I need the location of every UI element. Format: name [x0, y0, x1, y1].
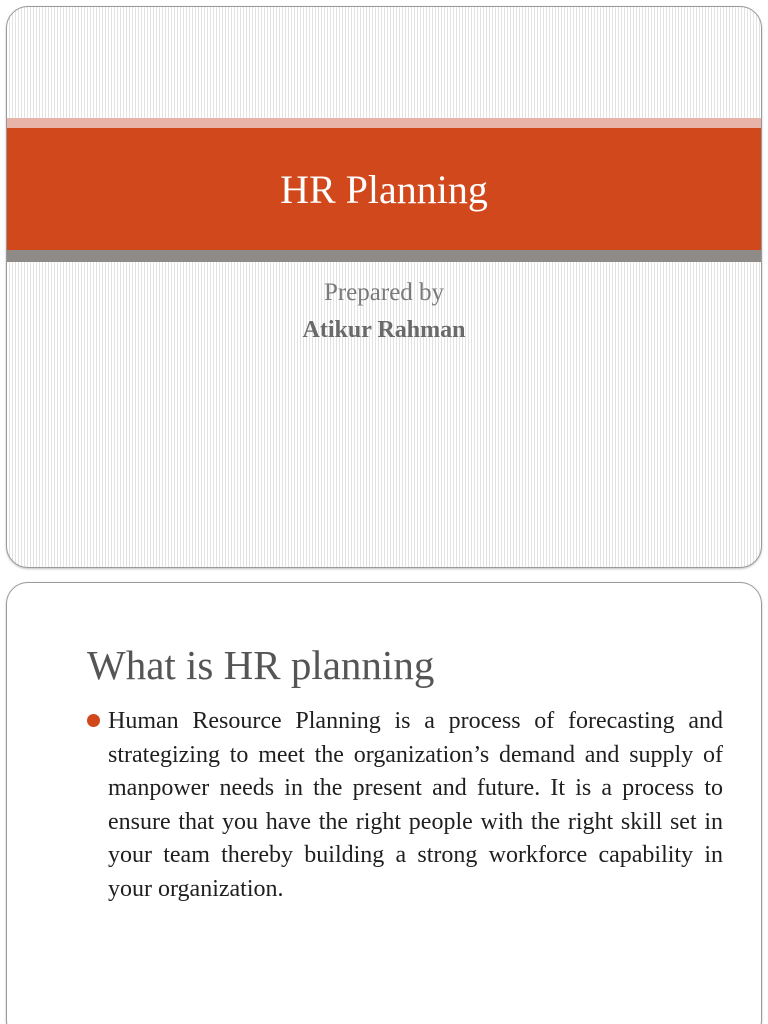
subtitle-block: [7, 277, 761, 345]
prepared-by-label: Prepared by: [323, 279, 445, 306]
title-band: [7, 128, 761, 250]
slide-heading: What is HR planning: [87, 642, 435, 688]
bullet-text: Human Resource Planning is a process of forecasting and strategizing to meet the organization’s demand and supply of manpower needs in the present and future. It is a process to ensure that you have the right people with the right skill set in your team thereby building a strong workforce capability in your organization.: [108, 708, 723, 902]
title-band-top-stripe: [7, 118, 761, 128]
slide-2: [6, 582, 762, 1024]
bullet-item: [87, 705, 723, 906]
author-name: Atikur Rahman: [302, 317, 466, 343]
title-band-bottom-stripe: [7, 250, 761, 262]
bullet-dot-icon: [87, 714, 100, 727]
slide-title: HR Planning: [280, 166, 488, 212]
slide-1: [6, 6, 762, 568]
